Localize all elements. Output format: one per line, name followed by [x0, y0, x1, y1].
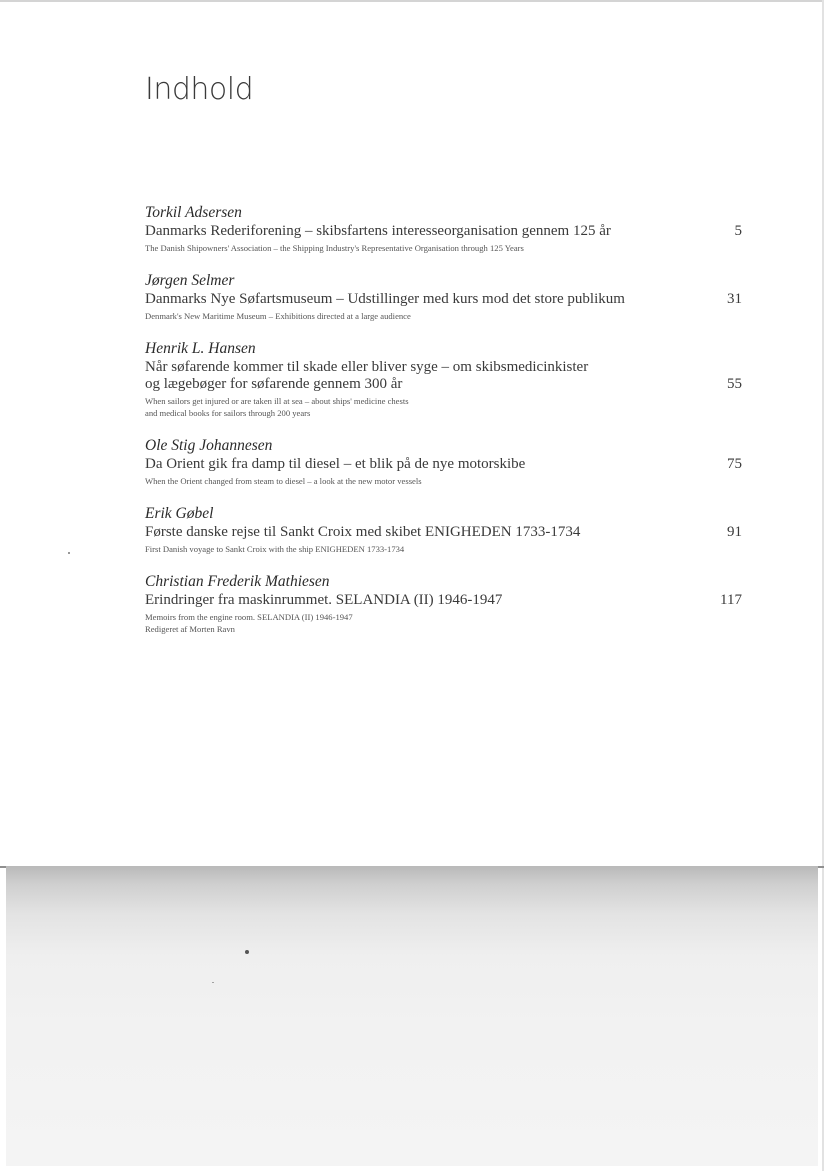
- entry-subtitle: The Danish Shipowners' Association – the Shipping Industry's Representative Organisation through 125 Years: [145, 243, 524, 253]
- entry-subtitle: Memoirs from the engine room. SELANDIA (II) 1946-1947: [145, 612, 353, 622]
- entry-author: Torkil Adsersen: [145, 204, 242, 221]
- toc-entry: [145, 504, 745, 555]
- entry-author: Christian Frederik Mathiesen: [145, 573, 330, 590]
- toc-entry: [145, 572, 745, 635]
- entry-page-number: 75: [727, 456, 742, 472]
- toc-entry: [145, 339, 745, 419]
- entry-page-number: 5: [734, 223, 742, 239]
- page-title: Indhold: [145, 72, 254, 107]
- scan-shadow-band: [6, 866, 818, 1166]
- scan-speck: [68, 552, 70, 554]
- entry-author: Henrik L. Hansen: [145, 340, 256, 357]
- entry-heading: Danmarks Nye Søfartsmuseum – Udstillinger med kurs mod det store publikum: [145, 291, 625, 307]
- toc-entry: [145, 436, 745, 487]
- entry-heading: Danmarks Rederiforening – skibsfartens interesseorganisation gennem 125 år: [145, 223, 611, 239]
- entry-author: Erik Gøbel: [145, 505, 214, 522]
- entry-page-number: 91: [727, 524, 742, 540]
- scan-speck: [245, 950, 249, 954]
- toc-entry: [145, 203, 745, 254]
- entry-heading-continued: og lægebøger for søfarende gennem 300 år: [145, 376, 403, 392]
- entry-heading: Når søfarende kommer til skade eller bliver syge – om skibsmedicinkister: [145, 359, 589, 375]
- entry-page-number: 55: [727, 376, 742, 392]
- scan-speck: [212, 982, 214, 983]
- entry-page-number: 31: [727, 291, 742, 307]
- entry-subtitle: When sailors get injured or are taken ill at sea – about ships' medicine chests: [145, 396, 409, 406]
- table-of-contents: [145, 203, 745, 652]
- entry-heading: Første danske rejse til Sankt Croix med skibet ENIGHEDEN 1733-1734: [145, 524, 581, 540]
- entry-subtitle-continued: and medical books for sailors through 200 years: [145, 408, 311, 418]
- entry-heading: Erindringer fra maskinrummet. SELANDIA (II) 1946-1947: [145, 592, 503, 608]
- entry-page-number: 117: [720, 592, 742, 608]
- entry-subtitle: Denmark's New Maritime Museum – Exhibitions directed at a large audience: [145, 311, 411, 321]
- toc-entry: [145, 271, 745, 322]
- entry-author: Jørgen Selmer: [145, 272, 235, 289]
- entry-heading: Da Orient gik fra damp til diesel – et blik på de nye motorskibe: [145, 456, 526, 472]
- entry-author: Ole Stig Johannesen: [145, 437, 273, 454]
- entry-editor-note: Redigeret af Morten Ravn: [145, 624, 235, 634]
- entry-subtitle: First Danish voyage to Sankt Croix with the ship ENIGHEDEN 1733-1734: [145, 544, 405, 554]
- entry-subtitle: When the Orient changed from steam to diesel – a look at the new motor vessels: [145, 476, 422, 486]
- page-edge-top: [0, 0, 824, 2]
